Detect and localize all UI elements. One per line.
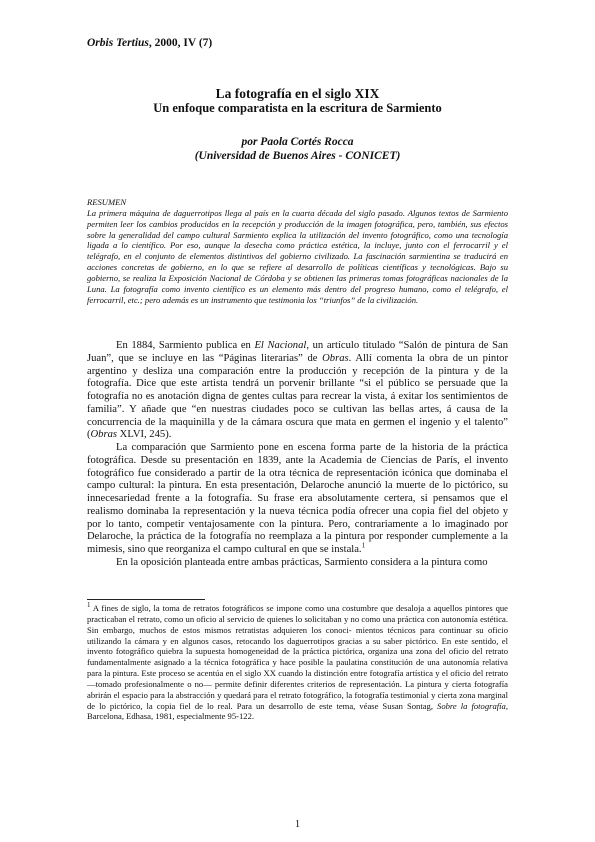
paper-title: La fotografía en el siglo XIX — [215, 86, 380, 101]
paragraph-3 — [87, 557, 508, 570]
footnote-text-a: A fines de siglo, la toma de retratos fotográficos se impone como una costumbre que desaloja a aquellos pintores que practicaban el retrato, como un oficio al servicio de quienes lo solicitaban y no como una práctica con autonomía estética. Sin embargo, muchos de estos mismos retratistas adquieren los conoci- mientos técnicos para continuar su oficio utilizando la cámara y en algunos casos, retocando los daguerrotipos gracias a su saber pictórico. En este sentido, el invento fotográfico quiebra la supuesta homogeneidad de la práctica pictórica, organiza una zona del oficio del retrato fundamentalmente asignado a la técnica fotográfica y hace posible la paulatina constitución de una autonomía relativa para la pintura. Este proceso se acentúa en el siglo XX cuando la distinción entre fotografía artística y el oficio del retrato —tomado profesionalmente o no— permite definir diferentes criterios de representación. La pintura y cierta fotografía abrirán el espacio para la abstracción y quedará para el retrato fotográfico, la fotografía testimonial y cierta zona marginal de lo pictórico, la copia fiel de lo real. Para un desarrollo de este tema, véase Susan Sontag, — [87, 603, 508, 711]
p1-text-e: . Allí comenta la obra de un pintor argentino y desliza una comparación entre la producción y recepción de la pintura y de la fotografía. Dice que este artista tendrá un porvenir brillante “si el público se persuade que la fotografía no es anotación digna de gentes cultas para recrear la vista, á exitar los sentimientos de familia”. Y añade que “en nuestras ciudades poco se cultivan las bellas artes, á causa de la concurrencia de la maquinilla y de la cámara oscura que mata en germen el ingenio y el talento” ( — [87, 352, 508, 441]
footnote-ref[interactable]: 1 — [361, 541, 366, 550]
p3-text: En la oposición planteada entre ambas prácticas, Sarmiento considera a la pintura como — [116, 556, 488, 568]
title-block — [87, 86, 508, 115]
footnote-book-title: Sobre la fotografía — [437, 700, 506, 711]
paper-subtitle: Un enfoque comparatista en la escritura de Sarmiento — [153, 101, 442, 115]
paragraph-2 — [87, 442, 508, 557]
affiliation-line: (Universidad de Buenos Aires - CONICET) — [194, 150, 401, 162]
p1-text-g: XLVI, 245). — [117, 429, 172, 441]
page-number: 1 — [294, 819, 301, 830]
footnote-number: 1 — [87, 601, 91, 610]
p2-text: La comparación que Sarmiento pone en escena forma parte de la historia de la práctica fotográfica. Desde su presentación en 1839, ante la Academia de Ciencias de París, el invento fotográfico fue considerado a partir de la otra técnica de representación icónica que dominaba el campo cultural: la pintura. En esta presentación, Delaroche anunció la muerte de lo pictórico, su innecesariedad frente a la fotografía. Su frase era absolutamente certera, si pensamos que el realismo dominaba la representación y la nueva técnica podía ofrecer una copia fiel del objeto y por lo tanto, competir ventajosamente con la pintura. Pero, contrariamente a lo imaginado por Delaroche, la práctica de la fotografía no reemplaza a la pintura por responder cumplemente a la mimesis, sino que reorganiza el campo cultural en que se instala. — [87, 442, 508, 555]
paragraph-1 — [87, 340, 508, 442]
p1-obras-cite: Obras — [90, 429, 118, 441]
p1-text-a: En 1884, Sarmiento publica en — [116, 340, 255, 351]
author-line: por Paola Cortés Rocca — [241, 136, 354, 148]
p1-newspaper-title: El Nacional — [254, 340, 307, 351]
footnote — [87, 603, 508, 722]
abstract — [87, 197, 508, 305]
abstract-heading: RESUMEN — [87, 197, 127, 207]
journal-header — [87, 37, 212, 49]
p1-text-c: , un artículo titulado “Salón de pintura de San Juan”, que se incluye en las “Páginas literarias” de — [87, 340, 508, 364]
footnote-text-c: , Barcelona, Edhasa, 1981, especialmente 95-122. — [87, 700, 508, 722]
body-text — [87, 340, 508, 570]
journal-issue: , 2000, IV (7) — [148, 37, 213, 49]
p1-obras-title: Obras — [322, 352, 349, 364]
abstract-text: La primera máquina de daguerrotipos llega al país en la cuarta década del siglo pasado. Algunos textos de Sarmiento permiten leer los cambios producidos en la recepción y producción de la imagen fotográfica, pero, también, sus efectos sobre la generalidad del campo cultural Sarmiento explica la utilización del invento fotográfico, como una tecnología ligada a lo científico. Por eso, aunque la desecha como práctica estética, la incluye, junto con el ferrocarril y el telégrafo, en el conjunto de elementos distintivos del gobierno civilizado. La fascinación sarmientina se traducirá en acciones concretas de gobierno, en lo que se refiere al desarrollo de políticas científicas y tecnológicas. Bajo su gobierno, se realiza la Exposición Nacional de Córdoba y se obtienen las primeras tomas fotográficas nacionales de la Luna. La fotografía como invento científico es un elemento más dentro del progreso humano, como el telégrafo, el ferrocarril, etc.; pero además es un instrumento que testimonia los “triunfos” de la civilización. — [87, 207, 508, 305]
footnote-separator — [87, 599, 205, 600]
journal-name: Orbis Tertius — [87, 37, 149, 49]
